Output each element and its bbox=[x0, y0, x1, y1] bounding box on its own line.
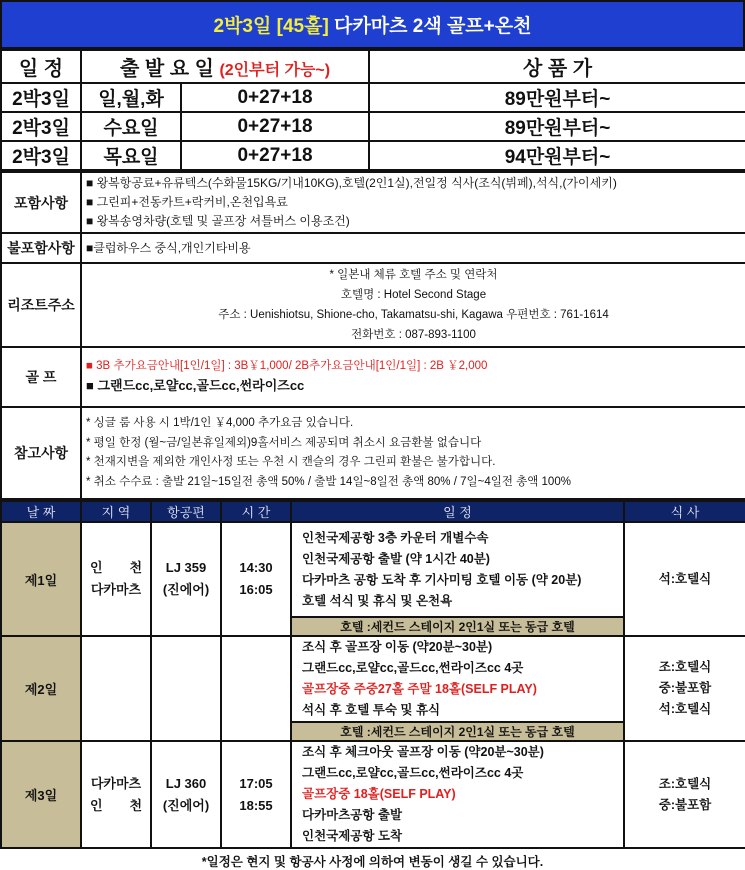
resort-line: 주소 : Uenishiotsu, Shione-cho, Takamatsu-shi, Kagawa 우편번호 : 761-1614 bbox=[218, 309, 609, 321]
excluded-row bbox=[1, 233, 745, 263]
price-table bbox=[0, 49, 745, 171]
price-days: 일,월,화 bbox=[81, 83, 181, 112]
included-item: ■ 왕복송영차량(호텔 및 골프장 셔틀버스 이용조건) bbox=[86, 214, 350, 228]
info-table bbox=[0, 171, 745, 500]
day-time bbox=[221, 636, 291, 741]
schedule-item: 인천국제공항 출발 (약 1시간 40분) bbox=[302, 551, 490, 566]
day-time bbox=[221, 741, 291, 848]
day-region bbox=[81, 522, 151, 636]
notes-label: 참고사항 bbox=[1, 407, 81, 499]
price-row bbox=[1, 83, 745, 112]
meal-item: 중:불포함 bbox=[658, 681, 712, 695]
included-label: 포함사항 bbox=[1, 172, 81, 233]
price-header-row bbox=[1, 50, 745, 83]
day-meals bbox=[624, 636, 745, 741]
day-flight bbox=[151, 522, 221, 636]
flight-number: LJ 359 bbox=[165, 560, 207, 575]
resort-row bbox=[1, 263, 745, 347]
header-departure-note: (2인부터 가능~) bbox=[219, 62, 331, 79]
day-region bbox=[81, 636, 151, 741]
region-text: 인 bbox=[90, 560, 103, 575]
hotel-info: 호텔 :세컨드 스테이지 2인1실 또는 동급 호텔 bbox=[291, 617, 624, 636]
notes-content bbox=[81, 407, 745, 499]
day1-row bbox=[1, 522, 745, 617]
schedule-item: 인천국제공항 도착 bbox=[302, 829, 403, 843]
region-text: 다카마츠 bbox=[90, 582, 142, 597]
schedule-item-highlight: 골프장중 18홀(SELF PLAY) bbox=[302, 787, 456, 801]
time-arrive: 18:55 bbox=[239, 797, 273, 813]
golf-row bbox=[1, 347, 745, 407]
hotel-info: 호텔 :세컨드 스테이지 2인1실 또는 동급 호텔 bbox=[291, 722, 624, 741]
day-region bbox=[81, 741, 151, 848]
meal-item: 중:불포함 bbox=[658, 797, 712, 812]
price-row bbox=[1, 141, 745, 170]
schedule-item: 다카마츠공항 출발 bbox=[302, 808, 403, 822]
schedule-item: 조식 후 골프장 이동 (약20분~30분) bbox=[302, 640, 493, 654]
schedule-item: 조식 후 체크아웃 골프장 이동 (약20분~30분) bbox=[302, 745, 544, 759]
col-time: 시 간 bbox=[221, 501, 291, 522]
schedule-item: 인천국제공항 3층 카운터 개별수속 bbox=[302, 530, 489, 545]
col-meal: 식 사 bbox=[624, 501, 745, 522]
price-holes: 0+27+18 bbox=[181, 112, 369, 141]
time-arrive: 16:05 bbox=[239, 582, 273, 597]
col-schedule: 일 정 bbox=[291, 501, 624, 522]
day-schedule bbox=[291, 522, 624, 617]
col-flight: 항공편 bbox=[151, 501, 221, 522]
day-schedule bbox=[291, 741, 624, 848]
golf-label: 골 프 bbox=[1, 347, 81, 407]
schedule-item: 석식 후 호텔 투숙 및 휴식 bbox=[302, 703, 441, 717]
flight-airline: (진에어) bbox=[162, 797, 210, 813]
included-row bbox=[1, 172, 745, 233]
golf-content bbox=[81, 347, 745, 407]
note-item: * 싱글 룸 사용 시 1박/1인 ￥4,000 추가요금 있습니다. bbox=[86, 417, 354, 429]
day-meals bbox=[624, 741, 745, 848]
included-content bbox=[81, 172, 745, 233]
title-rest: 다카마츠 2색 골프+온천 bbox=[328, 16, 532, 37]
price-value: 89만원부터~ bbox=[369, 83, 745, 112]
price-value: 89만원부터~ bbox=[369, 112, 745, 141]
schedule-item-highlight: 골프장중 주중27홀 주말 18홀(SELF PLAY) bbox=[302, 682, 537, 696]
region-text: 천 bbox=[129, 560, 142, 575]
col-date: 날 짜 bbox=[1, 501, 81, 522]
price-holes: 0+27+18 bbox=[181, 141, 369, 170]
resort-content bbox=[81, 263, 745, 347]
day-time bbox=[221, 522, 291, 636]
resort-line: 호텔명 : Hotel Second Stage bbox=[340, 289, 487, 301]
day-flight bbox=[151, 636, 221, 741]
meal-item: 조:호텔식 bbox=[658, 660, 712, 674]
day-schedule bbox=[291, 636, 624, 722]
itinerary-table bbox=[0, 500, 745, 849]
note-item: * 평일 한정 (월~금/일본휴일제외)9홀서비스 제공되며 취소시 요금환불 없습니다 bbox=[86, 436, 482, 449]
price-days: 목요일 bbox=[81, 141, 181, 170]
meal-item: 석:호텔식 bbox=[658, 571, 712, 586]
page-title bbox=[1, 1, 744, 48]
header-period: 일 정 bbox=[1, 50, 81, 83]
title-table bbox=[0, 0, 745, 49]
price-period: 2박3일 bbox=[1, 141, 81, 170]
schedule-item: 그랜드cc,로얄cc,골드cc,썬라이즈cc 4곳 bbox=[302, 661, 524, 675]
region-text: 인 bbox=[90, 797, 103, 813]
price-holes: 0+27+18 bbox=[181, 83, 369, 112]
header-departure bbox=[81, 50, 369, 83]
meal-item: 조:호텔식 bbox=[658, 776, 712, 791]
itinerary-header-row bbox=[1, 501, 745, 522]
price-period: 2박3일 bbox=[1, 83, 81, 112]
price-days: 수요일 bbox=[81, 112, 181, 141]
header-price: 상 품 가 bbox=[369, 50, 745, 83]
day-label: 제3일 bbox=[1, 741, 81, 848]
notes-row bbox=[1, 407, 745, 499]
resort-line: * 일본내 체류 호텔 주소 및 연락처 bbox=[329, 269, 498, 281]
golf-courses: ■ 그랜드cc,로얄cc,골드cc,썬라이즈cc bbox=[86, 378, 305, 393]
day3-row bbox=[1, 741, 745, 848]
resort-label: 리조트주소 bbox=[1, 263, 81, 347]
day-flight bbox=[151, 741, 221, 848]
excluded-content: ■클럽하우스 중식,개인기타비용 bbox=[81, 233, 745, 263]
included-item: ■ 왕복항공료+유류텍스(수화물15KG/기내10KG),호텔(2인1실),전일정 식사(조식(뷔페),석식,(가이세키) bbox=[86, 176, 617, 190]
flight-number: LJ 360 bbox=[165, 775, 207, 791]
resort-line: 전화번호 : 087-893-1100 bbox=[351, 329, 476, 341]
time-depart: 17:05 bbox=[239, 775, 273, 791]
note-item: * 천재지변을 제외한 개인사정 또는 우천 시 캔슬의 경우 그린피 환불은 불가합니다. bbox=[86, 456, 496, 468]
golf-surcharge: ■ 3B 추가요금안내[1인/1일] : 3B￥1,000/ 2B추가요금안내[1인/1일] : 2B ￥2,000 bbox=[86, 360, 488, 372]
price-value: 94만원부터~ bbox=[369, 141, 745, 170]
footer-notice: *일정은 현지 및 항공사 사정에 의하여 변동이 생길 수 있습니다. bbox=[201, 855, 544, 869]
included-item: ■ 그린피+전동카트+락커비,온천입욕료 bbox=[86, 195, 288, 209]
day-meals bbox=[624, 522, 745, 636]
meal-item: 석:호텔식 bbox=[658, 702, 712, 716]
col-region: 지 역 bbox=[81, 501, 151, 522]
region-text: 천 bbox=[129, 797, 142, 813]
schedule-item: 그랜드cc,로얄cc,골드cc,썬라이즈cc 4곳 bbox=[302, 766, 524, 780]
header-departure-label: 출 발 요 일 bbox=[119, 58, 214, 80]
note-item: * 취소 수수료 : 출발 21일~15일전 총액 50% / 출발 14일~8일전 총액 80% / 7일~4일전 총액 100% bbox=[86, 475, 571, 488]
title-prefix: 2박3일 [45홀] bbox=[213, 16, 329, 37]
day2-row bbox=[1, 636, 745, 722]
region-text: 다카마츠 bbox=[90, 775, 142, 791]
excluded-label: 불포함사항 bbox=[1, 233, 81, 263]
schedule-item: 다카마츠 공항 도착 후 기사미팅 호텔 이동 (약 20분) bbox=[302, 572, 582, 587]
price-row bbox=[1, 112, 745, 141]
day-label: 제1일 bbox=[1, 522, 81, 636]
day-label: 제2일 bbox=[1, 636, 81, 741]
schedule-item: 호텔 석식 및 휴식 및 온천욕 bbox=[302, 593, 453, 608]
time-depart: 14:30 bbox=[239, 560, 273, 575]
flight-airline: (진에어) bbox=[162, 582, 210, 597]
price-period: 2박3일 bbox=[1, 112, 81, 141]
